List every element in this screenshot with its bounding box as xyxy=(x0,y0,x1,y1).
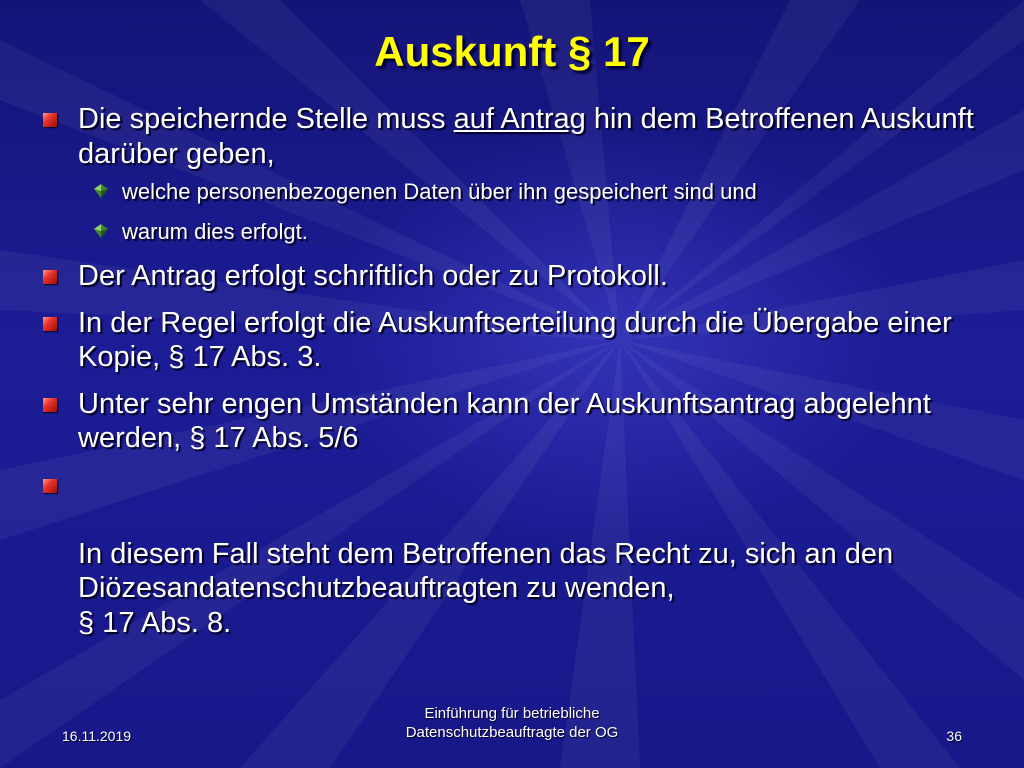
slide-body xyxy=(40,102,990,640)
red-square-bullet-icon xyxy=(43,113,57,127)
sub-bullet-item xyxy=(40,219,990,245)
footer-date: 16.11.2019 xyxy=(62,728,132,744)
footer-title-line-2: Datenschutzbeauftragte der OG xyxy=(405,724,619,741)
slide-title: Auskunft § 17 xyxy=(374,28,650,75)
sub-bullet-item xyxy=(40,179,990,205)
red-square-bullet-icon xyxy=(43,270,57,284)
bullet-text-start: Die speichernde Stelle muss xyxy=(78,103,454,135)
bullet-item xyxy=(40,259,990,294)
footer-title xyxy=(312,704,712,742)
red-square-bullet-icon xyxy=(43,398,57,412)
bullet-text: Unter sehr engen Umständen kann der Auskunftsantrag abgelehnt werden, § 17 Abs. 5/6 xyxy=(78,387,931,454)
green-gem-bullet-icon xyxy=(91,223,111,239)
sub-bullet-text: welche personenbezogenen Daten über ihn gespeichert sind und xyxy=(122,179,757,204)
bullet-item xyxy=(40,387,990,456)
sub-bullet-text: warum dies erfolgt. xyxy=(122,219,308,244)
red-square-bullet-icon xyxy=(43,317,57,331)
bullet-item xyxy=(40,306,990,375)
page-number: 36 xyxy=(946,728,962,744)
red-square-bullet-icon xyxy=(43,479,57,493)
bullet-text: In der Regel erfolgt die Auskunftserteilung durch die Übergabe einer Kopie, § 17 Abs. 3. xyxy=(78,306,952,373)
bullet-text-underlined: auf Antrag xyxy=(453,103,586,135)
footer-title-line-1: Einführung für betriebliche xyxy=(424,705,600,722)
bullet-text: In diesem Fall steht dem Betroffenen das Recht zu, sich an den Diözesandatenschutzbeauftragten zu wenden, § 17 Abs. 8. xyxy=(78,537,894,639)
green-gem-bullet-icon xyxy=(91,183,111,199)
bullet-text: Der Antrag erfolgt schriftlich oder zu Protokoll. xyxy=(78,260,668,292)
bullet-text-end: hin dem Betroffenen Auskunft darüber geben, xyxy=(78,103,974,170)
bullet-item xyxy=(40,468,990,641)
bullet-item xyxy=(40,102,990,171)
